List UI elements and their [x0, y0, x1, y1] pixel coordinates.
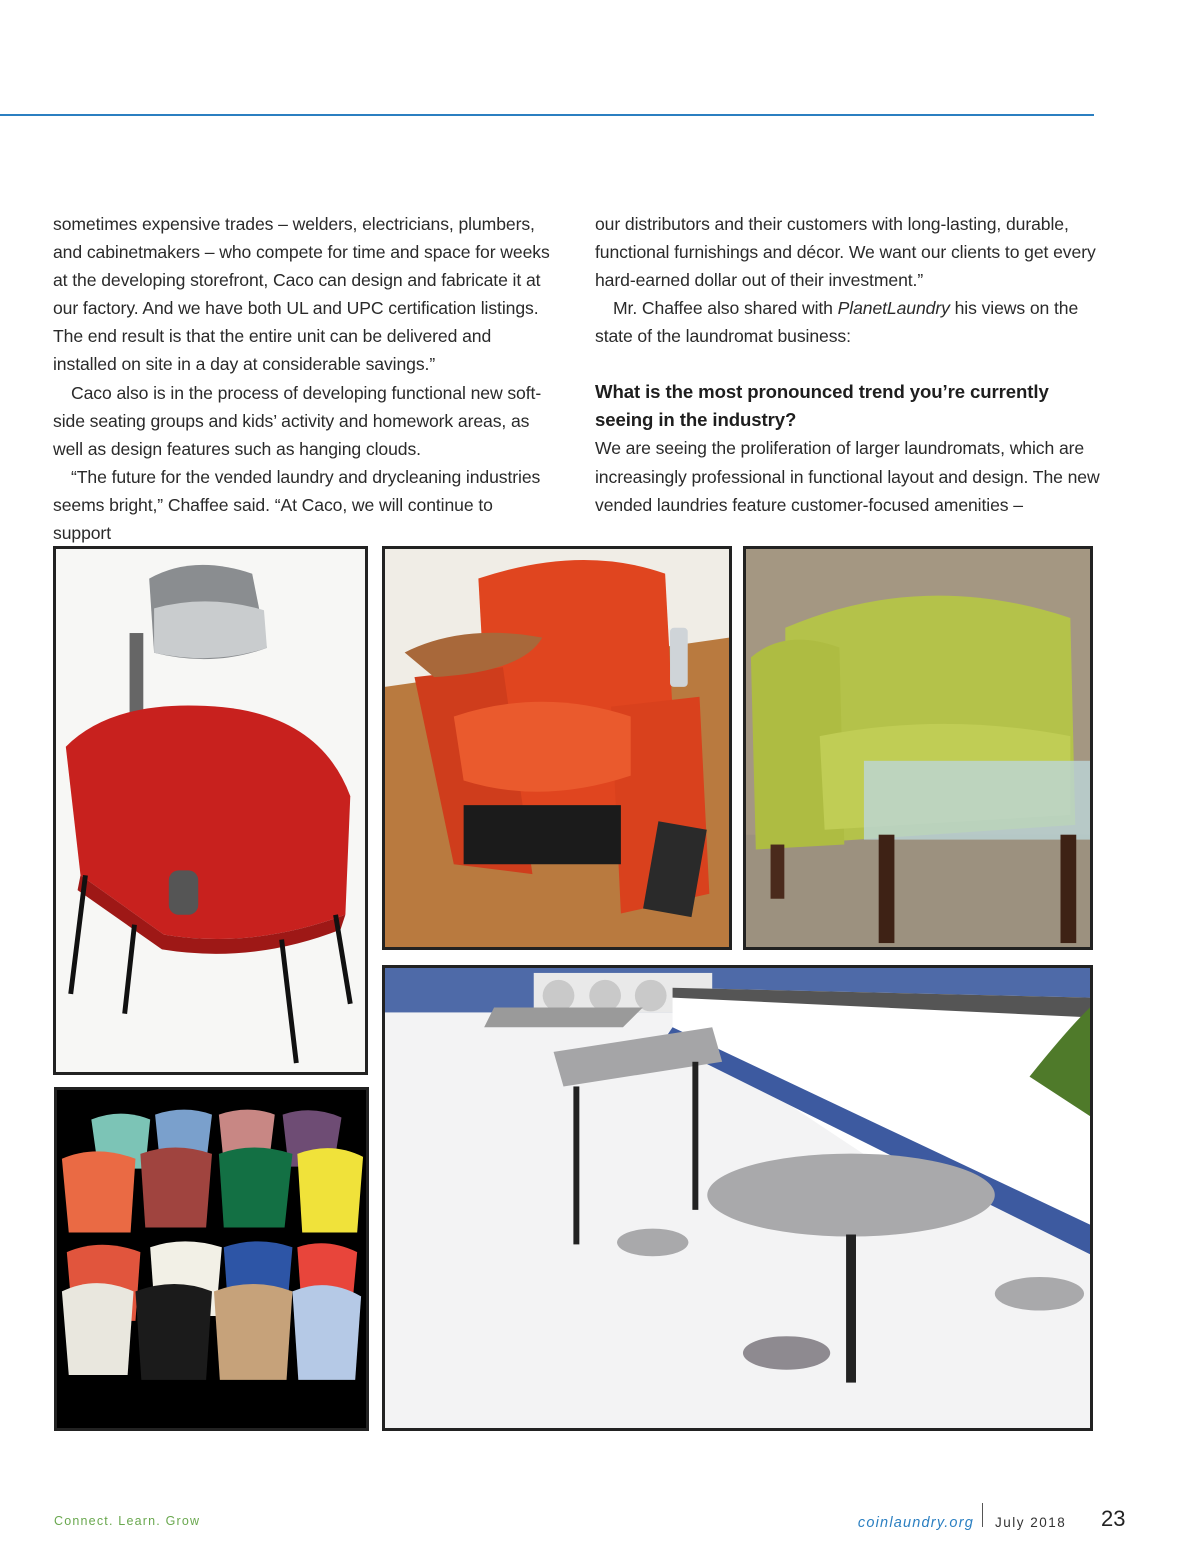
colored-shell-chairs-photo — [54, 1087, 369, 1431]
footer-separator — [982, 1503, 983, 1527]
text-run: his views on the state of the laundromat business: — [595, 298, 1079, 347]
publication-name: PlanetLaundry — [837, 298, 950, 319]
text-run: Mr. Chaffee also shared with — [613, 298, 838, 319]
paragraph: sometimes expensive trades – welders, electricians, plumbers, and cabinetmakers – who compete for time and space for weeks at the developing storefront, Caco can design and fabricate it at our factory. And we have both UL and UPC certification listings. The end result is that the entire unit can be delivered and installed on site in a day at considerable savings.” — [53, 214, 550, 375]
interview-answer: We are seeing the proliferation of larger laundromats, which are increasingly professional in functional layout and design. The new vended laundries feature customer-focused amenities – — [595, 438, 1100, 515]
article-left-column — [53, 210, 553, 547]
page-number: 23 — [1101, 1506, 1126, 1531]
green-armchair-photo — [743, 546, 1093, 950]
footer-tagline: Connect. Learn. Grow — [54, 1514, 201, 1528]
paragraph: “The future for the vended laundry and drycleaning industries seems bright,” Chaffee said. “At Caco, we will continue to support — [53, 466, 541, 544]
header-rule — [0, 114, 1094, 116]
laundromat-tables-photo — [382, 965, 1093, 1431]
footer-date: July 2018 — [995, 1515, 1067, 1530]
article-right-column — [595, 210, 1100, 519]
orange-chair-with-tablet-arm-photo — [382, 546, 732, 950]
footer-site: coinlaundry.org — [857, 1515, 974, 1531]
paragraph: Caco also is in the process of developing functional new soft-side seating groups and kids’ activity and homework areas, as well as design features such as hanging clouds. — [53, 382, 542, 459]
interview-question: What is the most pronounced trend you’re currently seeing in the industry? — [595, 381, 1049, 431]
paragraph: our distributors and their customers with long-lasting, durable, functional furnishings and décor. We want our clients to get every hard-earned dollar out of their investment.” — [595, 214, 1096, 291]
red-hair-dryer-chair-photo — [53, 546, 368, 1075]
paragraph — [595, 294, 1100, 350]
